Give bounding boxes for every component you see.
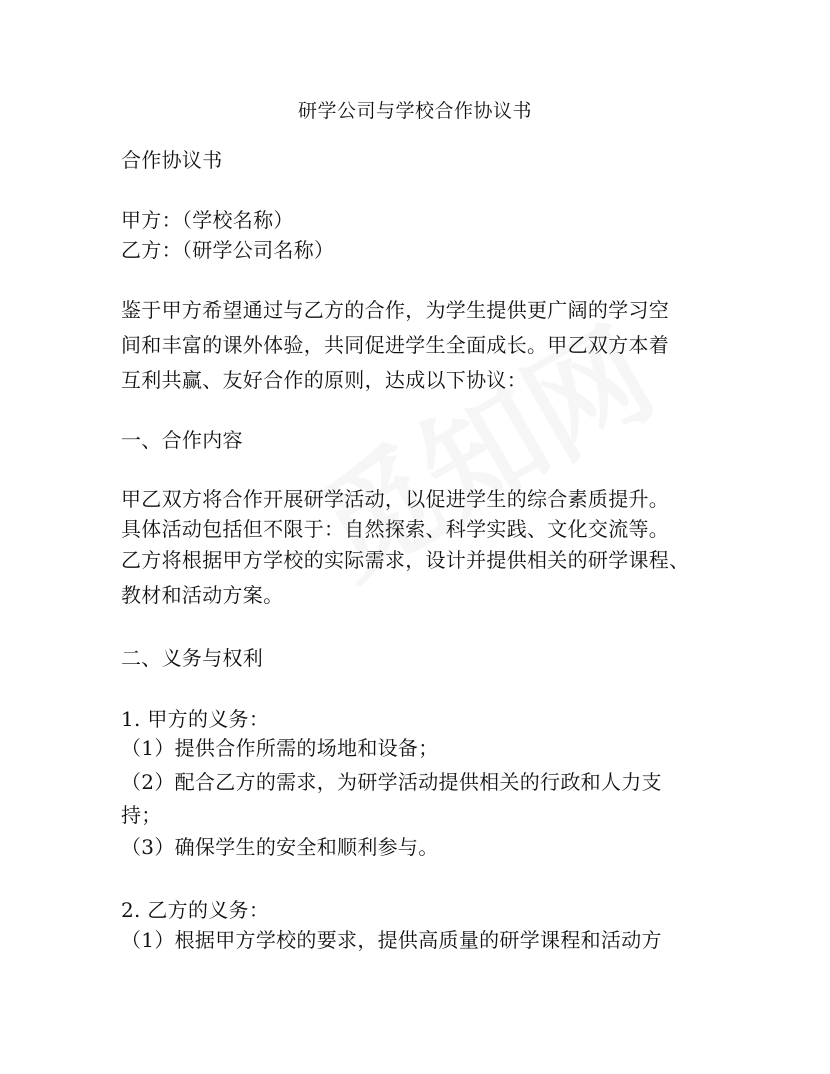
party-a-line: 甲方：（学校名称） [121, 208, 294, 232]
section2-heading: 二、义务与权利 [121, 646, 264, 670]
party-b-line: 乙方：（研学公司名称） [121, 238, 335, 262]
party-a-duty-2-cont: 持； [121, 803, 162, 827]
document-subtitle: 合作协议书 [121, 148, 223, 172]
preamble-line-2: 间和丰富的课外体验，共同促进学生全面成长。甲乙双方本着 [121, 333, 670, 357]
document-title: 研学公司与学校合作协议书 [297, 100, 532, 122]
section1-line-2: 具体活动包括但不限于：自然探索、科学实践、文化交流等。 [121, 517, 670, 541]
party-a-duties-heading: 1. 甲方的义务： [121, 707, 270, 731]
party-b-duties-heading: 2. 乙方的义务： [121, 898, 270, 922]
party-a-duty-2: （2）配合乙方的需求，为研学活动提供相关的行政和人力支 [121, 770, 662, 794]
section1-line-1: 甲乙双方将合作开展研学活动，以促进学生的综合素质提升。 [121, 487, 670, 511]
preamble-line-1: 鉴于甲方希望通过与乙方的合作，为学生提供更广阔的学习空 [121, 298, 670, 322]
section1-line-3: 乙方将根据甲方学校的实际需求，设计并提供相关的研学课程、 [121, 548, 690, 572]
section1-heading: 一、合作内容 [121, 428, 243, 452]
section1-line-4: 教材和活动方案。 [121, 583, 284, 607]
party-a-duty-3: （3）确保学生的安全和顺利参与。 [121, 835, 439, 859]
party-a-duty-1: （1）提供合作所需的场地和设备； [121, 736, 439, 760]
preamble-line-3: 互利共赢、友好合作的原则，达成以下协议： [121, 368, 527, 392]
party-b-duty-1: （1）根据甲方学校的要求，提供高质量的研学课程和活动方 [121, 928, 662, 952]
